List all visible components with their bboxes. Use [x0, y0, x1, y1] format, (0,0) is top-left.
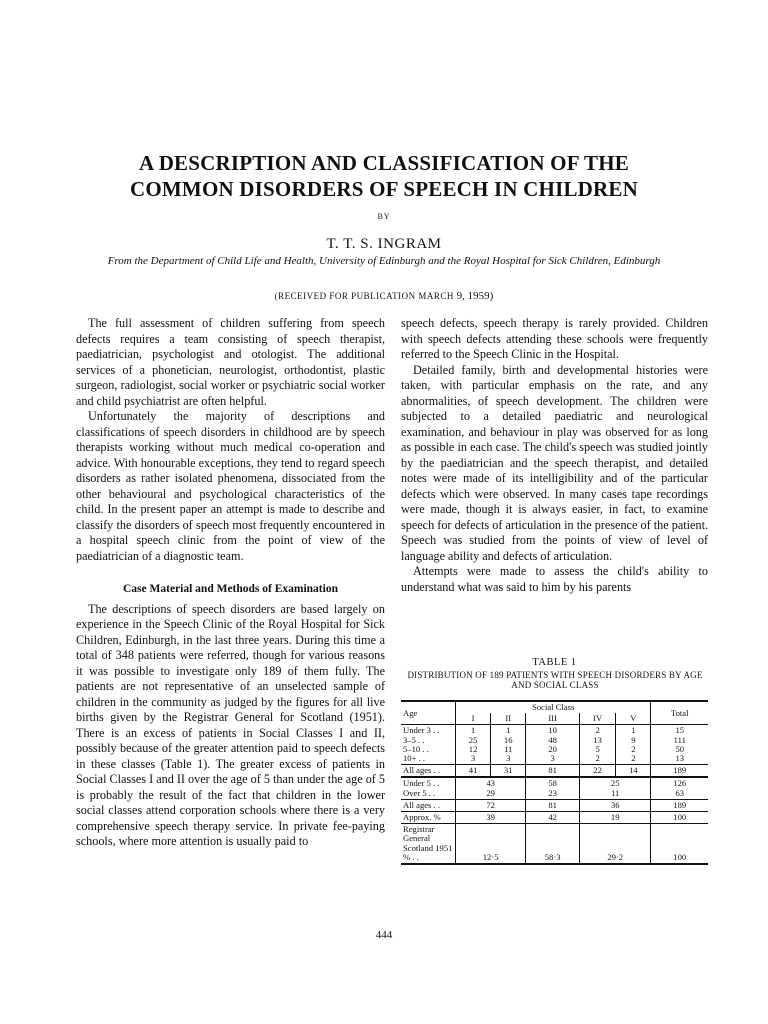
all-ages-grouped-label: All ages . .: [401, 799, 456, 811]
all-ages-label: All ages . .: [401, 765, 456, 778]
all-ages-III: 81: [526, 765, 580, 778]
class-V-values: 1 9 2 2: [616, 725, 651, 765]
article-title: [60, 150, 708, 202]
all-ages-V: 14: [616, 765, 651, 778]
received-date: 9, 1959): [456, 290, 494, 302]
table-row-all-ages-grouped: [401, 799, 708, 811]
paragraph-continued: speech defects, speech therapy is rarely provided. Children with speech defects attending these schools were frequently referred to the Speech Clinic in the Hospital.: [401, 316, 708, 361]
received-label: (RECEIVED FOR PUBLICATION MARCH: [274, 291, 454, 301]
affiliation: From the Department of Child Life and Health, University of Edinburgh and the Royal Hospital for Sick Children, Edinburgh: [107, 255, 661, 267]
paragraph-intro-1: The full assessment of children suffering from speech defects requires a team consisting of speech therapist, paediatrician, psychologist and otologist. The additional services of a phonetician, neurologist, orthodontist, plastic surgeon, radiologist, social worker or psychiatric social worker and child psychiatrist are often helpful.: [76, 316, 385, 408]
table-row-registrar: [401, 824, 708, 864]
all-ages-II: 31: [491, 765, 526, 778]
table-row-under-over-5: [401, 777, 708, 799]
right-column: [401, 316, 708, 595]
all-ages-total: 189: [651, 765, 708, 778]
distribution-table: [401, 700, 708, 865]
all-ages-grouped-total: 189: [651, 799, 708, 811]
total-header: Total: [651, 701, 708, 725]
class-III-values: 10 48 20 3: [526, 725, 580, 765]
class-II-header: II: [491, 713, 526, 725]
received-line: [0, 290, 768, 302]
approx-I-II: 39: [456, 812, 526, 824]
table-number: TABLE 1: [532, 657, 577, 668]
all-ages-IV: 22: [579, 765, 615, 778]
registrar-I-II: 12·5: [456, 824, 526, 864]
approx-label: Approx. %: [401, 812, 456, 824]
approx-total: 100: [651, 812, 708, 824]
page-number: 444: [375, 929, 393, 941]
table-caption: DISTRIBUTION OF 189 PATIENTS WITH SPEECH DISORDERS BY AGE AND SOCIAL CLASS: [407, 670, 703, 690]
table-row-age-groups: [401, 725, 708, 765]
under-over-5-total: 126 63: [651, 777, 708, 799]
approx-IV-V: 19: [579, 812, 651, 824]
under-over-5-I-II: 43 29: [456, 777, 526, 799]
under-over-5-III: 58 23: [526, 777, 580, 799]
class-IV-header: IV: [579, 713, 615, 725]
social-class-header: Social Class: [456, 701, 651, 713]
registrar-IV-V: 29·2: [579, 824, 651, 864]
all-ages-grouped-III: 81: [526, 799, 580, 811]
class-I-header: I: [456, 713, 491, 725]
registrar-total: 100: [651, 824, 708, 864]
author-name: T. T. S. INGRAM: [326, 236, 442, 252]
registrar-III: 58·3: [526, 824, 580, 864]
under-over-5-labels: Under 5 . . Over 5 . .: [401, 777, 456, 799]
all-ages-grouped-IV-V: 36: [579, 799, 651, 811]
class-I-values: 1 25 12 3: [456, 725, 491, 765]
all-ages-grouped-I-II: 72: [456, 799, 526, 811]
paragraph-intro-2: Unfortunately the majority of descriptions and classifications of speech disorders in childhood are by speech therapists working without much medical co-operation and advice. With honourable exceptions, they tend to regard speech disorders as rather isolated phenomena, dissociated from the other behavioural and psychological characteristics of the child. In the present paper an attempt is made to describe and classify the disorders of speech most frequently encountered in a hospital speech clinic from the point of view of the paediatrician of a diagnostic team.: [76, 409, 385, 563]
paragraph-histories: Detailed family, birth and developmental histories were taken, with particular emphasis on the rate, and any abnormalities, of speech development. The children were subjected to a detailed paediatric and neurological examination, and behaviour in play was observed for as long as possible in each case. The child's speech was studied jointly by the paediatrician and the speech therapist, and detailed notes were made of its intelligibility and of the particular defects which were observed. In many cases tape recordings were made, though it is always easier, in fact, to examine speech for defects of articulation in the presence of the patient. Speech was studied from the points of view of level of language ability and defects of articulation.: [401, 362, 708, 563]
under-over-5-IV-V: 25 11: [579, 777, 651, 799]
all-ages-I: 41: [456, 765, 491, 778]
title-line-1: A DESCRIPTION AND CLASSIFICATION OF THE: [139, 151, 629, 175]
paragraph-attempts: Attempts were made to assess the child's ability to understand what was said to him by his parents: [401, 564, 708, 594]
age-group-labels: Under 3 . . 3–5 . . 5–10 . . 10+ . .: [401, 725, 456, 765]
approx-III: 42: [526, 812, 580, 824]
table-label: [401, 657, 708, 668]
left-column: [76, 316, 385, 850]
paragraph-case-material: The descriptions of speech disorders are based largely on experience in the Speech Clinic of the Royal Hospital for Sick Children, Edinburgh, in the last three years. During this time a total of 348 patients were referred, though for various reasons it was possible to investigate only 189 of them fully. The patients are not representative of an unselected sample of children in the community as judged by the figures for all live births given by the Registrar General for Scotland (1951). There is an excess of patients in Social Classes I and II, possibly because of the greater attention paid to speech defects in these classes (Table 1). The greater excess of patients in Social Classes I and II over the age of 5 than under the age of 5 is probably the result of the fact that children in the lower social classes attend corporation schools where there is a very comprehensive speech therapy service. In private fee-paying schools, where more attention is usually paid to: [76, 601, 385, 848]
section-heading: Case Material and Methods of Examination: [123, 583, 338, 595]
table-row-approx-percent: [401, 812, 708, 824]
table-row-all-ages: [401, 765, 708, 778]
class-IV-values: 2 13 5 2: [579, 725, 615, 765]
age-header: Age: [401, 701, 456, 725]
class-III-header: III: [526, 713, 580, 725]
class-II-values: 1 16 11 3: [491, 725, 526, 765]
byline-by: BY: [377, 212, 391, 221]
registrar-label: Registrar General Scotland 1951 % . .: [401, 824, 456, 864]
total-values: 15 111 50 13: [651, 725, 708, 765]
title-line-2: COMMON DISORDERS OF SPEECH IN CHILDREN: [130, 177, 638, 201]
class-V-header: V: [616, 713, 651, 725]
